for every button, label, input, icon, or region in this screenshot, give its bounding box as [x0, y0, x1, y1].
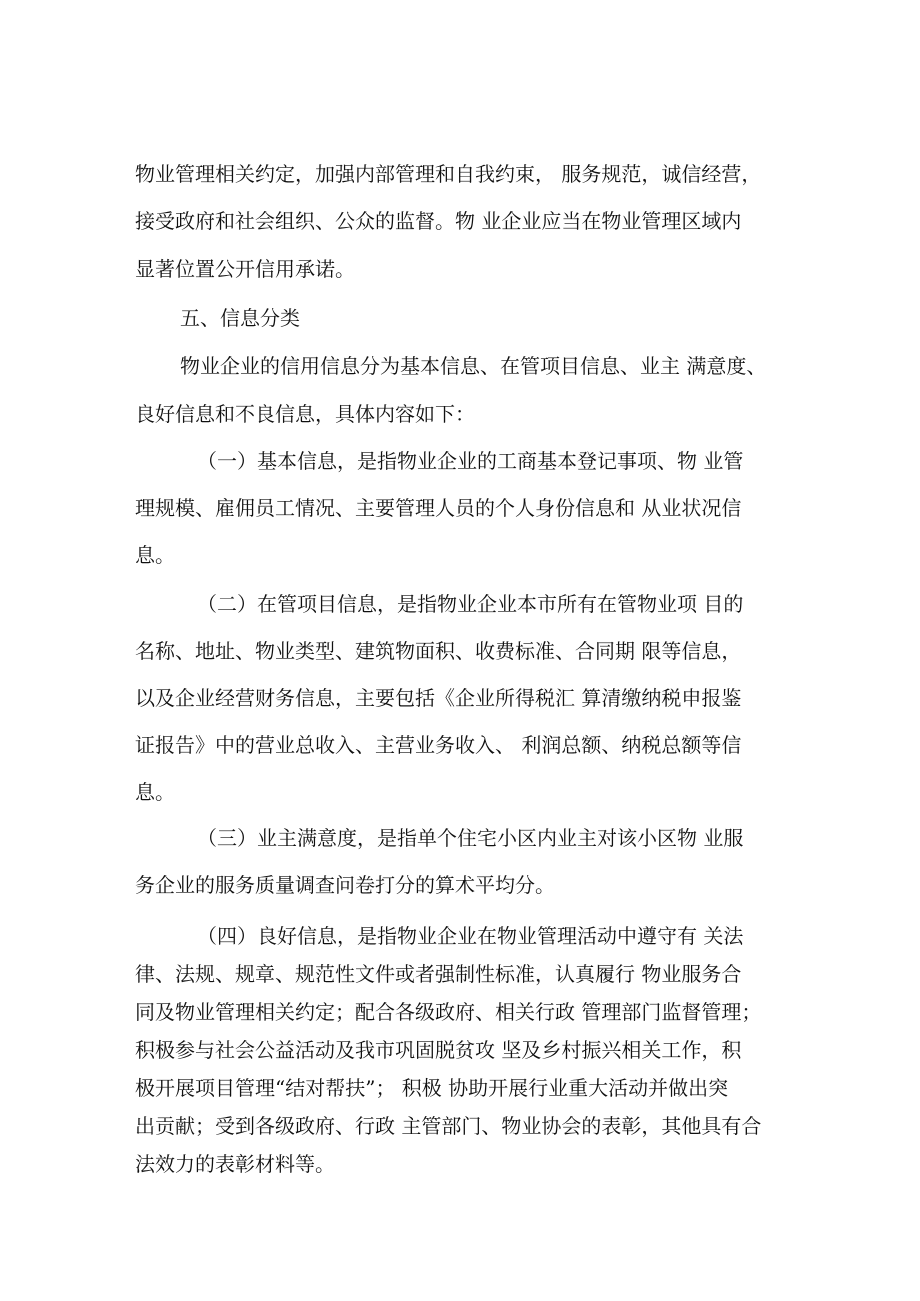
- para-good-line-4: 积极参与社会公益活动及我市巩固脱贫攻 坚及乡村振兴相关工作，积: [135, 1038, 742, 1062]
- para-projects-line-1: （二）在管项目信息，是指物业企业本市所有在管物业项 目的: [197, 592, 744, 616]
- para-good-line-1: （四）良好信息，是指物业企业在物业管理活动中遵守有 关法: [197, 924, 744, 948]
- para-projects-line-3: 以及企业经营财务信息，主要包括《企业所得税汇 算清缴纳税申报鉴: [135, 686, 742, 710]
- para-intro-line-1: 物业管理相关约定，加强内部管理和自我约束， 服务规范，诚信经营，: [135, 162, 762, 186]
- para-projects-line-5: 息。: [135, 780, 175, 804]
- para-intro-line-3: 显著位置公开信用承诺。: [135, 257, 355, 281]
- para-classification-line-2: 良好信息和不良信息，具体内容如下：: [135, 402, 475, 426]
- para-good-line-2: 律、法规、规章、规范性文件或者强制性标准，认真履行 物业服务合: [135, 962, 742, 986]
- para-basic-line-3: 息。: [135, 543, 175, 567]
- para-good-line-3: 同及物业管理相关约定；配合各级政府、相关行政 管理部门监督管理；: [135, 1000, 762, 1024]
- para-intro-line-2: 接受政府和社会组织、公众的监督。物 业企业应当在物业管理区域内: [135, 209, 742, 233]
- para-basic-line-1: （一）基本信息，是指物业企业的工商基本登记事项、物 业管: [197, 449, 744, 473]
- para-satisfaction-line-2: 务企业的服务质量调查问卷打分的算术平均分。: [135, 873, 555, 897]
- para-basic-line-2: 理规模、雇佣员工情况、主要管理人员的个人身份信息和 从业状况信: [135, 496, 742, 520]
- para-classification-line-1: 物业企业的信用信息分为基本信息、在管项目信息、业主 满意度、: [180, 354, 767, 378]
- section-heading-5: 五、信息分类: [180, 306, 300, 330]
- para-good-line-7: 法效力的表彰材料等。: [135, 1152, 335, 1176]
- para-satisfaction-line-1: （三）业主满意度，是指单个住宅小区内业主对该小区物 业服: [197, 826, 744, 850]
- para-projects-line-4: 证报告》中的营业总收入、主营业务收入、 利润总额、纳税总额等信: [135, 733, 742, 757]
- para-good-line-6: 出贡献；受到各级政府、行政 主管部门、物业协会的表彰，其他具有合: [135, 1114, 762, 1138]
- para-good-line-5: 极开展项目管理“结对帮扶”； 积极 协助开展行业重大活动并做出突: [135, 1076, 729, 1100]
- para-projects-line-2: 名称、地址、物业类型、建筑物面积、收费标准、合同期 限等信息，: [135, 639, 742, 663]
